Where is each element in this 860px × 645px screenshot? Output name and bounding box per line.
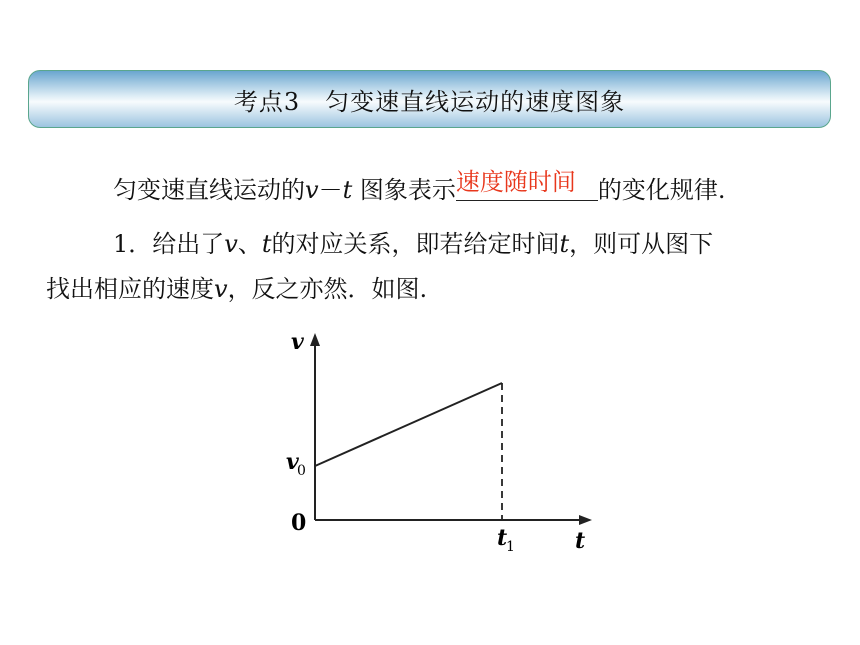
banner-title: 考点3 匀变速直线运动的速度图象 [233,87,626,116]
p1-middle: 图象表示 [352,176,456,204]
x-axis-arrow [579,515,592,525]
p1-before: 匀变速直线运动的 [113,176,305,204]
v0-label: v [286,449,299,475]
velocity-line [315,383,502,466]
p2-text-b: 、 [237,230,262,258]
p1-t: t [342,176,353,204]
p1-v: v [305,176,319,204]
p2-v2: v [214,275,228,303]
v0-subscript: 0 [297,463,306,479]
origin-label: 0 [291,510,307,536]
t1-subscript: 1 [506,539,515,555]
p2-v: v [224,230,238,258]
p2-text-f: ，反之亦然．如图. [227,275,428,303]
answer-text: 速度随时间 [455,168,576,196]
p2-text-d: ，则可从图下 [569,230,714,258]
x-axis-label: t [575,528,586,554]
t1-label: t [497,525,508,551]
p2-text-e: 找出相应的速度 [46,275,214,303]
y-axis-arrow [310,333,320,346]
p2-t: t [261,230,272,258]
p1-dash: － [318,176,343,204]
p2-t2: t [559,230,570,258]
y-axis-label: v [291,329,304,355]
p2-text-c: 的对应关系，即若给定时间 [271,230,560,258]
p1-after: 的变化规律. [597,176,726,204]
p2-text-a: 1．给出了 [113,230,225,258]
